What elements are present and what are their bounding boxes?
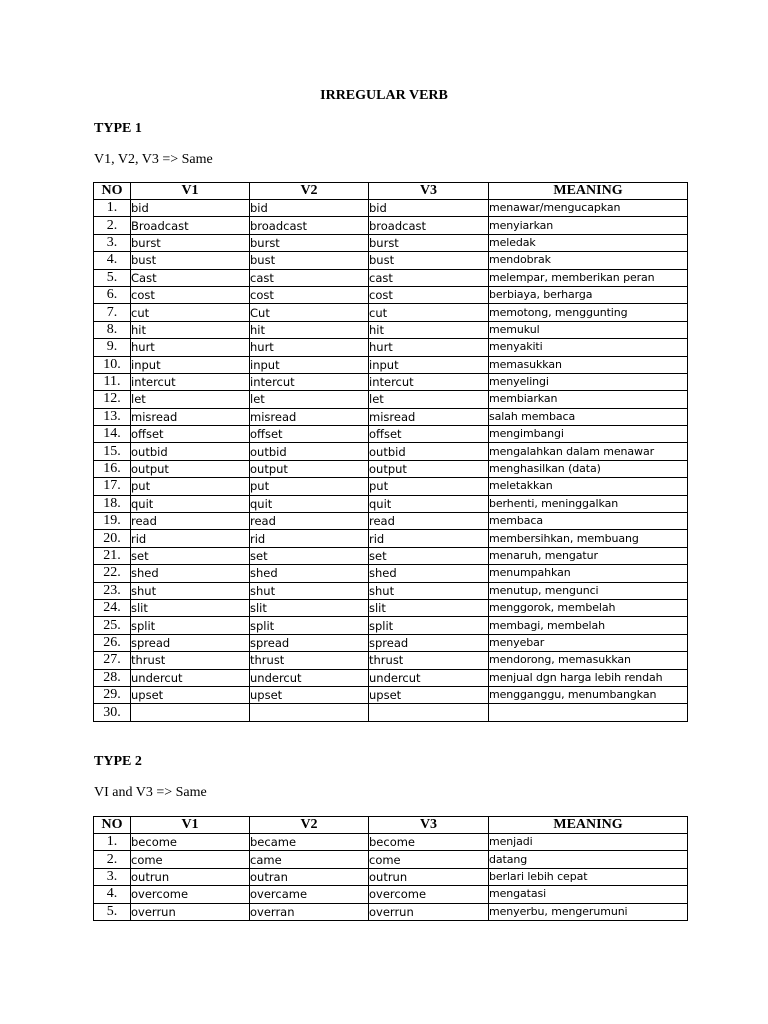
table-row bbox=[94, 356, 688, 373]
table-row bbox=[94, 634, 688, 651]
cell-meaning: menaruh, mengatur bbox=[489, 547, 688, 564]
cell-v2: set bbox=[250, 547, 369, 564]
type2-table bbox=[93, 816, 688, 921]
cell-no: 5. bbox=[94, 903, 131, 920]
cell-meaning: mendorong, memasukkan bbox=[489, 652, 688, 669]
cell-no: 29. bbox=[94, 686, 131, 703]
table-row bbox=[94, 547, 688, 564]
table-row bbox=[94, 217, 688, 234]
cell-meaning: menjadi bbox=[489, 834, 688, 851]
cell-v2: input bbox=[250, 356, 369, 373]
table-row bbox=[94, 686, 688, 703]
cell-v2: shed bbox=[250, 565, 369, 582]
cell-meaning: mengalahkan dalam menawar bbox=[489, 443, 688, 460]
cell-v3: burst bbox=[369, 234, 489, 251]
cell-v1: bust bbox=[131, 252, 250, 269]
document-title: IRREGULAR VERB bbox=[320, 88, 448, 103]
table-row bbox=[94, 286, 688, 303]
cell-v3: slit bbox=[369, 599, 489, 616]
cell-v3: overrun bbox=[369, 903, 489, 920]
cell-v1: undercut bbox=[131, 669, 250, 686]
cell-v1: hurt bbox=[131, 339, 250, 356]
cell-v1: burst bbox=[131, 234, 250, 251]
cell-v1: intercut bbox=[131, 373, 250, 390]
cell-v2: overran bbox=[250, 903, 369, 920]
cell-no: 9. bbox=[94, 339, 131, 356]
cell-v1: input bbox=[131, 356, 250, 373]
cell-v3: overcome bbox=[369, 886, 489, 903]
table-row bbox=[94, 669, 688, 686]
cell-v2: thrust bbox=[250, 652, 369, 669]
cell-no: 23. bbox=[94, 582, 131, 599]
cell-v1: quit bbox=[131, 495, 250, 512]
cell-v1: rid bbox=[131, 530, 250, 547]
cell-v2: offset bbox=[250, 426, 369, 443]
cell-v1: offset bbox=[131, 426, 250, 443]
cell-v1: spread bbox=[131, 634, 250, 651]
cell-v3: hit bbox=[369, 321, 489, 338]
cell-v3: upset bbox=[369, 686, 489, 703]
cell-no: 11. bbox=[94, 373, 131, 390]
cell-v1: shut bbox=[131, 582, 250, 599]
cell-v3: cut bbox=[369, 304, 489, 321]
cell-meaning: menghasilkan (data) bbox=[489, 460, 688, 477]
table-row bbox=[94, 513, 688, 530]
cell-v1: read bbox=[131, 513, 250, 530]
column-header-no: NO bbox=[94, 183, 131, 200]
cell-v2: intercut bbox=[250, 373, 369, 390]
cell-v2 bbox=[250, 704, 369, 721]
cell-v1: shed bbox=[131, 565, 250, 582]
cell-no: 2. bbox=[94, 851, 131, 868]
cell-v3: broadcast bbox=[369, 217, 489, 234]
cell-v1: come bbox=[131, 851, 250, 868]
cell-v3: offset bbox=[369, 426, 489, 443]
cell-v3: become bbox=[369, 834, 489, 851]
cell-meaning: menggorok, membelah bbox=[489, 599, 688, 616]
cell-no: 4. bbox=[94, 252, 131, 269]
cell-meaning: membaca bbox=[489, 513, 688, 530]
cell-v3: bust bbox=[369, 252, 489, 269]
cell-v1: slit bbox=[131, 599, 250, 616]
cell-v2: overcame bbox=[250, 886, 369, 903]
cell-v1: thrust bbox=[131, 652, 250, 669]
cell-no: 3. bbox=[94, 868, 131, 885]
table-row bbox=[94, 234, 688, 251]
cell-no: 2. bbox=[94, 217, 131, 234]
cell-v2: burst bbox=[250, 234, 369, 251]
cell-no: 10. bbox=[94, 356, 131, 373]
table-row bbox=[94, 851, 688, 868]
table-row bbox=[94, 391, 688, 408]
cell-v2: slit bbox=[250, 599, 369, 616]
cell-no: 7. bbox=[94, 304, 131, 321]
cell-meaning: menyakiti bbox=[489, 339, 688, 356]
cell-no: 15. bbox=[94, 443, 131, 460]
cell-no: 6. bbox=[94, 286, 131, 303]
cell-no: 14. bbox=[94, 426, 131, 443]
cell-v3: outrun bbox=[369, 868, 489, 885]
cell-v2: undercut bbox=[250, 669, 369, 686]
cell-meaning: mendobrak bbox=[489, 252, 688, 269]
type2-subtitle: VI and V3 => Same bbox=[94, 785, 207, 800]
column-header-meaning: MEANING bbox=[489, 817, 688, 834]
column-header-v2: V2 bbox=[250, 817, 369, 834]
cell-v3: quit bbox=[369, 495, 489, 512]
table-header-row bbox=[94, 183, 688, 200]
cell-v2: quit bbox=[250, 495, 369, 512]
cell-no: 20. bbox=[94, 530, 131, 547]
cell-v3: undercut bbox=[369, 669, 489, 686]
table-row bbox=[94, 252, 688, 269]
column-header-v3: V3 bbox=[369, 183, 489, 200]
cell-v3: bid bbox=[369, 200, 489, 217]
table-row bbox=[94, 834, 688, 851]
table-row bbox=[94, 652, 688, 669]
cell-meaning: memukul bbox=[489, 321, 688, 338]
table-row bbox=[94, 426, 688, 443]
table-row bbox=[94, 903, 688, 920]
cell-no: 24. bbox=[94, 599, 131, 616]
cell-v2: split bbox=[250, 617, 369, 634]
cell-v1: bid bbox=[131, 200, 250, 217]
table-row bbox=[94, 582, 688, 599]
cell-v2: put bbox=[250, 478, 369, 495]
cell-v2: cast bbox=[250, 269, 369, 286]
cell-meaning: datang bbox=[489, 851, 688, 868]
cell-v3: hurt bbox=[369, 339, 489, 356]
cell-v2: read bbox=[250, 513, 369, 530]
cell-meaning: berbiaya, berharga bbox=[489, 286, 688, 303]
cell-no: 1. bbox=[94, 834, 131, 851]
cell-v1 bbox=[131, 704, 250, 721]
cell-v2: came bbox=[250, 851, 369, 868]
cell-v2: hit bbox=[250, 321, 369, 338]
cell-meaning: memasukkan bbox=[489, 356, 688, 373]
cell-v2: let bbox=[250, 391, 369, 408]
cell-no: 8. bbox=[94, 321, 131, 338]
cell-meaning: melempar, memberikan peran bbox=[489, 269, 688, 286]
cell-v3: misread bbox=[369, 408, 489, 425]
cell-meaning: menumpahkan bbox=[489, 565, 688, 582]
cell-v1: Cast bbox=[131, 269, 250, 286]
cell-v3: split bbox=[369, 617, 489, 634]
cell-v1: become bbox=[131, 834, 250, 851]
cell-v1: overrun bbox=[131, 903, 250, 920]
table-row bbox=[94, 321, 688, 338]
cell-v2: outran bbox=[250, 868, 369, 885]
cell-no: 22. bbox=[94, 565, 131, 582]
cell-v3: shed bbox=[369, 565, 489, 582]
table-row bbox=[94, 565, 688, 582]
cell-meaning: mengganggu, menumbangkan bbox=[489, 686, 688, 703]
cell-meaning: memotong, menggunting bbox=[489, 304, 688, 321]
cell-v1: set bbox=[131, 547, 250, 564]
cell-v3: thrust bbox=[369, 652, 489, 669]
cell-v1: split bbox=[131, 617, 250, 634]
table-row bbox=[94, 886, 688, 903]
cell-v1: cost bbox=[131, 286, 250, 303]
cell-meaning: menawar/mengucapkan bbox=[489, 200, 688, 217]
cell-meaning: berhenti, meninggalkan bbox=[489, 495, 688, 512]
table-row bbox=[94, 868, 688, 885]
cell-no: 1. bbox=[94, 200, 131, 217]
cell-v2: upset bbox=[250, 686, 369, 703]
cell-no: 27. bbox=[94, 652, 131, 669]
cell-v3: cast bbox=[369, 269, 489, 286]
cell-v3: rid bbox=[369, 530, 489, 547]
cell-meaning: menyelingi bbox=[489, 373, 688, 390]
cell-v2: broadcast bbox=[250, 217, 369, 234]
cell-v1: upset bbox=[131, 686, 250, 703]
table-row bbox=[94, 599, 688, 616]
column-header-v1: V1 bbox=[131, 817, 250, 834]
table-row bbox=[94, 495, 688, 512]
cell-no: 5. bbox=[94, 269, 131, 286]
cell-meaning: menyebar bbox=[489, 634, 688, 651]
column-header-v2: V2 bbox=[250, 183, 369, 200]
table-row bbox=[94, 460, 688, 477]
cell-no: 3. bbox=[94, 234, 131, 251]
cell-v2: Cut bbox=[250, 304, 369, 321]
table-row bbox=[94, 443, 688, 460]
cell-v3: spread bbox=[369, 634, 489, 651]
cell-meaning: mengatasi bbox=[489, 886, 688, 903]
type2-heading: TYPE 2 bbox=[94, 754, 142, 769]
cell-v1: outrun bbox=[131, 868, 250, 885]
column-header-v1: V1 bbox=[131, 183, 250, 200]
cell-meaning: menutup, mengunci bbox=[489, 582, 688, 599]
cell-meaning: meletakkan bbox=[489, 478, 688, 495]
cell-v2: bust bbox=[250, 252, 369, 269]
cell-v2: became bbox=[250, 834, 369, 851]
column-header-v3: V3 bbox=[369, 817, 489, 834]
table-row bbox=[94, 373, 688, 390]
cell-v2: hurt bbox=[250, 339, 369, 356]
cell-v3: outbid bbox=[369, 443, 489, 460]
cell-no: 18. bbox=[94, 495, 131, 512]
cell-v3 bbox=[369, 704, 489, 721]
cell-v3: shut bbox=[369, 582, 489, 599]
cell-meaning: menyiarkan bbox=[489, 217, 688, 234]
cell-no: 21. bbox=[94, 547, 131, 564]
cell-v3: let bbox=[369, 391, 489, 408]
cell-meaning: membiarkan bbox=[489, 391, 688, 408]
cell-no: 25. bbox=[94, 617, 131, 634]
cell-no: 30. bbox=[94, 704, 131, 721]
table-row bbox=[94, 269, 688, 286]
cell-meaning: salah membaca bbox=[489, 408, 688, 425]
cell-meaning: membersihkan, membuang bbox=[489, 530, 688, 547]
cell-meaning: menjual dgn harga lebih rendah bbox=[489, 669, 688, 686]
cell-v1: misread bbox=[131, 408, 250, 425]
cell-v2: output bbox=[250, 460, 369, 477]
table-row bbox=[94, 200, 688, 217]
cell-v2: rid bbox=[250, 530, 369, 547]
type1-table bbox=[93, 182, 688, 722]
cell-no: 16. bbox=[94, 460, 131, 477]
cell-meaning: meledak bbox=[489, 234, 688, 251]
cell-no: 4. bbox=[94, 886, 131, 903]
column-header-meaning: MEANING bbox=[489, 183, 688, 200]
cell-v3: cost bbox=[369, 286, 489, 303]
table-row bbox=[94, 530, 688, 547]
cell-v2: spread bbox=[250, 634, 369, 651]
cell-no: 13. bbox=[94, 408, 131, 425]
column-header-no: NO bbox=[94, 817, 131, 834]
table-row bbox=[94, 704, 688, 721]
cell-v1: outbid bbox=[131, 443, 250, 460]
cell-v3: put bbox=[369, 478, 489, 495]
cell-v1: Broadcast bbox=[131, 217, 250, 234]
cell-v1: output bbox=[131, 460, 250, 477]
cell-meaning: mengimbangi bbox=[489, 426, 688, 443]
cell-no: 26. bbox=[94, 634, 131, 651]
cell-v3: set bbox=[369, 547, 489, 564]
cell-v1: let bbox=[131, 391, 250, 408]
cell-v2: bid bbox=[250, 200, 369, 217]
type1-subtitle: V1, V2, V3 => Same bbox=[94, 152, 213, 167]
type1-heading: TYPE 1 bbox=[94, 121, 142, 136]
cell-v2: misread bbox=[250, 408, 369, 425]
table-row bbox=[94, 339, 688, 356]
cell-v3: read bbox=[369, 513, 489, 530]
cell-v3: output bbox=[369, 460, 489, 477]
cell-v1: put bbox=[131, 478, 250, 495]
table-header-row bbox=[94, 817, 688, 834]
cell-no: 28. bbox=[94, 669, 131, 686]
table-row bbox=[94, 304, 688, 321]
cell-meaning: berlari lebih cepat bbox=[489, 868, 688, 885]
table-row bbox=[94, 408, 688, 425]
cell-meaning bbox=[489, 704, 688, 721]
cell-v1: cut bbox=[131, 304, 250, 321]
cell-v2: shut bbox=[250, 582, 369, 599]
table-row bbox=[94, 478, 688, 495]
cell-v1: hit bbox=[131, 321, 250, 338]
cell-v2: outbid bbox=[250, 443, 369, 460]
cell-no: 19. bbox=[94, 513, 131, 530]
cell-v2: cost bbox=[250, 286, 369, 303]
cell-v3: input bbox=[369, 356, 489, 373]
cell-v3: come bbox=[369, 851, 489, 868]
cell-v3: intercut bbox=[369, 373, 489, 390]
cell-no: 12. bbox=[94, 391, 131, 408]
cell-no: 17. bbox=[94, 478, 131, 495]
cell-meaning: membagi, membelah bbox=[489, 617, 688, 634]
cell-v1: overcome bbox=[131, 886, 250, 903]
table-row bbox=[94, 617, 688, 634]
cell-meaning: menyerbu, mengerumuni bbox=[489, 903, 688, 920]
